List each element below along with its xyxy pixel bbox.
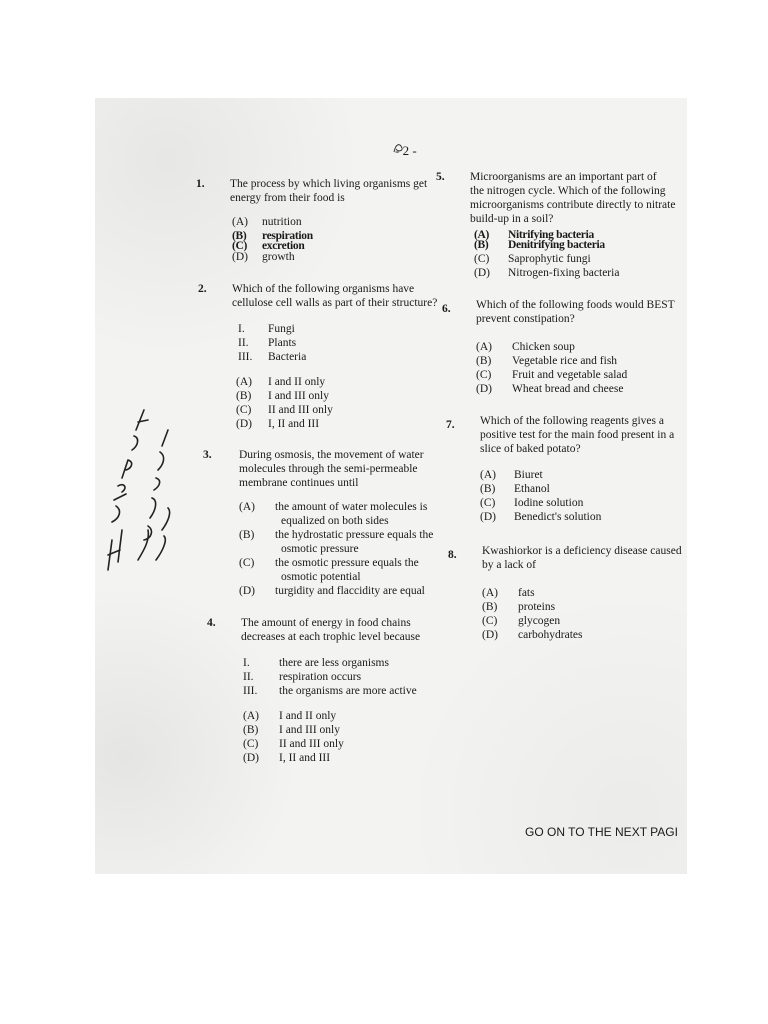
question-stem-line: positive test for the main food present in a (480, 429, 675, 441)
question-stem-line: During osmosis, the movement of water (239, 449, 424, 461)
question-stem-line: molecules through the semi-permeable (239, 463, 418, 475)
question-1: 1. The process by which living organisms get energy from their food is (A) nutrition (B) respiration (C) excretion (D) growth (196, 178, 428, 263)
question-4: 4. The amount of energy in food chains decreases at each trophic level because I. there are less organisms II. respiration occurs III. the organisms are more active (A) I and II only (B) I and III only (C) II and III only (D) I, II and III (207, 617, 421, 764)
question-stem-line: the nitrogen cycle. Which of the following (470, 185, 666, 197)
question-stem-line: The process by which living organisms get (230, 178, 428, 190)
question-stem-line: Microorganisms are an important part of (470, 171, 657, 183)
question-number: 7. (446, 419, 455, 431)
question-stem-line: microorganisms contribute directly to nitrate (470, 199, 676, 211)
question-stem-line: slice of baked potato? (480, 443, 581, 455)
question-stem-line: Which of the following organisms have (232, 283, 415, 295)
question-stem-line: cellulose cell walls as part of their structure? (232, 297, 438, 309)
question-number: 5. (436, 171, 445, 183)
page-number: - 2 - (395, 143, 417, 158)
question-8: 8. Kwashiorkor is a deficiency disease caused by a lack of (A) fats (B) proteins (C) glycogen (D) carbohydrates (448, 545, 682, 641)
question-number: 3. (203, 449, 212, 461)
question-stem-line: by a lack of (482, 559, 536, 571)
question-stem-line: Which of the following foods would BEST (476, 299, 675, 311)
question-number: 2. (198, 283, 207, 295)
question-3: 3. During osmosis, the movement of water molecules through the semi-permeable membrane continues until (A) the amount of water molecules is equalized on both sides (B) the hydrostatic pressure equals the osmotic pressure (C) the osmotic pressure equals the osmotic potential (D) turgidity and flaccidity are equal (203, 449, 434, 597)
question-number: 1. (196, 178, 205, 190)
question-number: 4. (207, 617, 216, 629)
question-2: 2. Which of the following organisms have cellulose cell walls as part of their structure? I. Fungi II. Plants III. Bacteria (A) I and II only (B) I and III only (C) II and III only (D) I, II and III (198, 283, 438, 430)
question-6: 6. Which of the following foods would BEST prevent constipation? (A) Chicken soup (B) Vegetable rice and fish (C) Fruit and vegetable salad (D) Wheat bread and cheese (442, 299, 675, 395)
question-stem-line: The amount of energy in food chains (241, 617, 411, 629)
question-5: 5. Microorganisms are an important part of the nitrogen cycle. Which of the following microorganisms contribute directly to nitrate build-up in a soil? (A) Nitrifying bacteria (B) Denitrifying bacteria (C) Saprophytic fungi (D) Nitrogen-fixing bacteria (436, 171, 676, 279)
question-stem-line: Kwashiorkor is a deficiency disease caused (482, 545, 682, 557)
question-stem-line: membrane continues until (239, 477, 359, 489)
question-stem-line: decreases at each trophic level because (241, 631, 421, 643)
question-number: 8. (448, 549, 457, 561)
question-7: 7. Which of the following reagents gives a positive test for the main food present in a slice of baked potato? (A) Biuret (B) Ethanol (C) Iodine solution (D) Benedict's solution (446, 415, 675, 523)
question-stem-line: energy from their food is (230, 192, 345, 204)
question-number: 6. (442, 303, 451, 315)
question-stem-line: build-up in a soil? (470, 213, 554, 225)
question-stem-line: prevent constipation? (476, 313, 575, 325)
question-stem-line: Which of the following reagents gives a (480, 415, 664, 427)
handwritten-margin-note (98, 390, 178, 580)
page-footer: GO ON TO THE NEXT PAGI (525, 825, 678, 839)
